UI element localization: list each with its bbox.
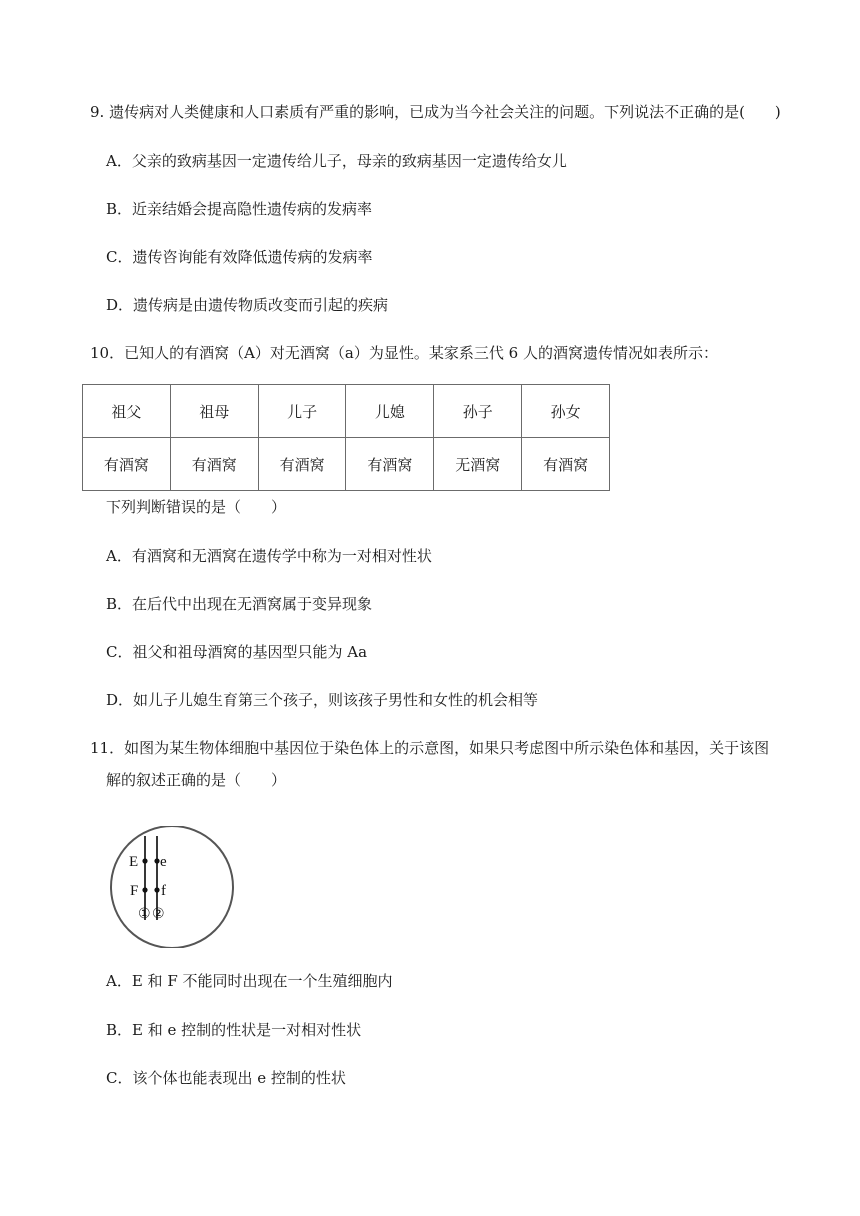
table-header-row [83, 385, 610, 438]
gene-label-f: f [161, 883, 166, 899]
question-11-option-a: A．E 和 F 不能同时出现在一个生殖细胞内 [106, 972, 393, 990]
chromosome-label-1: ① [138, 906, 151, 922]
table-header-cell: 儿子 [258, 385, 346, 438]
gene-label-F: F [130, 883, 139, 899]
table-header-cell: 孙女 [522, 385, 610, 438]
question-11-stem-line-1: 11．如图为某生物体细胞中基因位于染色体上的示意图，如果只考虑图中所示染色体和基因，关于该图 [90, 739, 770, 757]
table-cell: 无酒窝 [434, 438, 522, 491]
table-header-cell: 祖父 [83, 385, 171, 438]
gene-locus-f-dot [154, 887, 159, 892]
question-10-option-d: D．如儿子儿媳生育第三个孩子，则该孩子男性和女性的机会相等 [106, 691, 539, 709]
chromosome-label-2: ② [152, 906, 165, 922]
question-10-option-a: A．有酒窝和无酒窝在遗传学中称为一对相对性状 [106, 547, 432, 565]
question-9-option-c: C．遗传咨询能有效降低遗传病的发病率 [106, 248, 373, 266]
question-10-sub-stem: 下列判断错误的是（ ） [106, 498, 287, 516]
table-header-cell: 儿媳 [346, 385, 434, 438]
question-11-option-b: B．E 和 e 控制的性状是一对相对性状 [106, 1021, 362, 1039]
question-10-stem: 10．已知人的有酒窝（A）对无酒窝（a）为显性。某家系三代 6 人的酒窝遗传情况如表所示： [90, 344, 718, 362]
question-10-option-c: C．祖父和祖母酒窝的基因型只能为 Aa [106, 643, 368, 661]
table-row [83, 438, 610, 491]
gene-label-E: E [129, 854, 139, 870]
table-cell: 有酒窝 [346, 438, 434, 491]
question-9-option-d: D．遗传病是由遗传物质改变而引起的疾病 [106, 296, 389, 314]
dimple-inheritance-table [82, 384, 610, 491]
table-cell: 有酒窝 [522, 438, 610, 491]
gene-locus-e-dot [154, 858, 159, 863]
chromosome-gene-diagram [108, 826, 238, 948]
question-11-stem-line-2: 解的叙述正确的是（ ） [106, 771, 287, 789]
table-header-cell: 祖母 [170, 385, 258, 438]
table-cell: 有酒窝 [170, 438, 258, 491]
question-9-option-b: B．近亲结婚会提高隐性遗传病的发病率 [106, 200, 373, 218]
question-11-option-c: C．该个体也能表现出 e 控制的性状 [106, 1069, 346, 1087]
question-10-option-b: B．在后代中出现在无酒窝属于变异现象 [106, 595, 373, 613]
question-9-stem: 9. 遗传病对人类健康和人口素质有严重的影响，已成为当今社会关注的问题。下列说法不正确的是( ) [90, 103, 781, 121]
gene-locus-F-dot [142, 887, 147, 892]
table-header-cell: 孙子 [434, 385, 522, 438]
table-cell: 有酒窝 [258, 438, 346, 491]
gene-label-e: e [160, 854, 167, 870]
gene-locus-E-dot [142, 858, 147, 863]
table-cell: 有酒窝 [83, 438, 171, 491]
question-9-option-a: A．父亲的致病基因一定遗传给儿子，母亲的致病基因一定遗传给女儿 [106, 152, 567, 170]
